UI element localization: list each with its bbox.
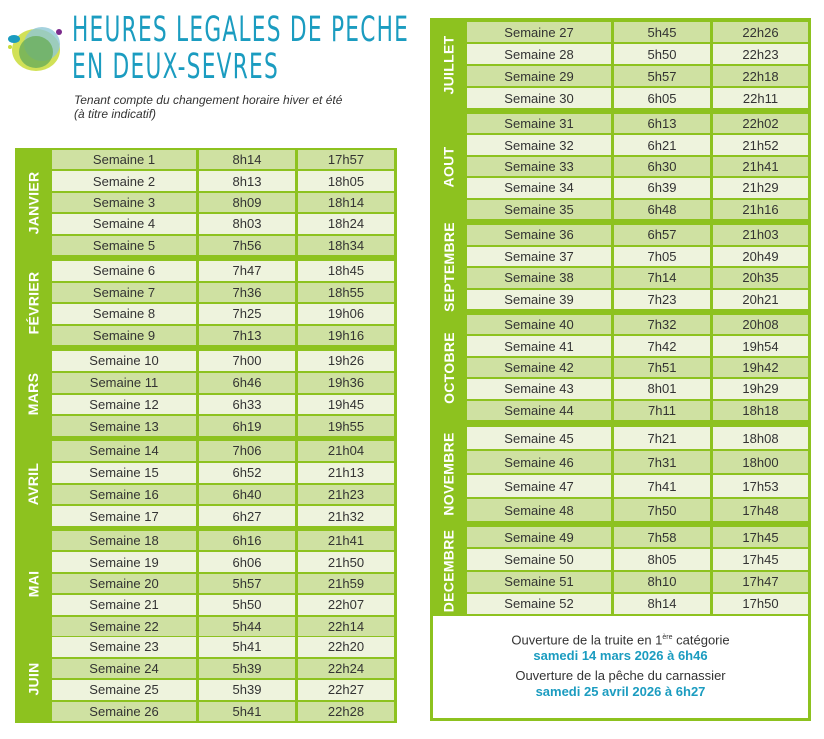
- sunrise-cell: 7h36: [199, 283, 295, 303]
- sunset-cell: 21h59: [298, 574, 394, 593]
- sunset-cell: 19h54: [713, 336, 808, 355]
- sunrise-cell: 8h03: [199, 214, 295, 233]
- week-cell: Semaine 3: [52, 193, 196, 212]
- week-cell: Semaine 47: [467, 475, 611, 497]
- sunset-cell: 17h53: [713, 475, 808, 497]
- sunset-cell: 20h35: [713, 268, 808, 288]
- table-row: [52, 283, 394, 303]
- sunrise-cell: 5h57: [199, 574, 295, 593]
- week-cell: Semaine 38: [467, 268, 611, 288]
- sunset-cell: 18h45: [298, 261, 394, 281]
- sunrise-cell: 6h48: [614, 200, 710, 219]
- sunrise-cell: 7h56: [199, 236, 295, 255]
- month-label: [430, 315, 467, 420]
- sunset-cell: 22h14: [298, 617, 394, 636]
- table-row: [52, 236, 394, 255]
- sunset-cell: 18h34: [298, 236, 394, 255]
- table-row: [52, 659, 394, 679]
- sunset-cell: 21h04: [298, 441, 394, 461]
- month-name: OCTOBRE: [440, 331, 457, 404]
- month-block: [430, 427, 811, 521]
- week-cell: Semaine 9: [52, 326, 196, 346]
- table-row: [52, 506, 394, 526]
- sunset-cell: 22h27: [298, 680, 394, 700]
- sunrise-cell: 7h05: [614, 247, 710, 267]
- week-cell: Semaine 41: [467, 336, 611, 355]
- sunrise-cell: 6h57: [614, 225, 710, 245]
- sunrise-cell: 6h16: [199, 531, 295, 550]
- month-label: [430, 527, 467, 614]
- trout-opening-label: Ouverture de la truite en 1ère catégorie: [511, 632, 730, 648]
- month-name: DECEMBRE: [440, 529, 457, 612]
- sunset-cell: 19h16: [298, 326, 394, 346]
- month-label: [430, 114, 467, 219]
- table-row: [52, 351, 394, 371]
- sunrise-cell: 6h30: [614, 157, 710, 176]
- week-cell: Semaine 51: [467, 572, 611, 592]
- month-name: MAI: [25, 570, 42, 597]
- week-cell: Semaine 30: [467, 88, 611, 108]
- sunrise-cell: 6h13: [614, 114, 710, 133]
- month-name: AOUT: [440, 146, 457, 187]
- sunset-cell: 19h26: [298, 351, 394, 371]
- sunset-cell: 17h50: [713, 594, 808, 614]
- month-name: JANVIER: [25, 171, 42, 234]
- sunset-cell: 22h28: [298, 702, 394, 722]
- page-title: [72, 12, 409, 86]
- table-row: [52, 395, 394, 415]
- sunset-cell: 22h23: [713, 44, 808, 64]
- sunset-cell: 21h03: [713, 225, 808, 245]
- week-cell: Semaine 33: [467, 157, 611, 176]
- sunrise-cell: 6h52: [199, 463, 295, 483]
- month-block: [430, 315, 811, 420]
- month-name: NOVEMBRE: [440, 432, 457, 516]
- sunrise-cell: 7h32: [614, 315, 710, 334]
- month-label: [15, 441, 52, 526]
- week-cell: Semaine 37: [467, 247, 611, 267]
- week-cell: Semaine 17: [52, 506, 196, 526]
- sunset-cell: 17h47: [713, 572, 808, 592]
- month-block: [15, 531, 397, 636]
- sunset-cell: 22h24: [298, 659, 394, 679]
- week-cell: Semaine 4: [52, 214, 196, 233]
- week-cell: Semaine 32: [467, 135, 611, 154]
- sunset-cell: 21h29: [713, 178, 808, 197]
- week-cell: Semaine 13: [52, 416, 196, 436]
- sunrise-cell: 5h41: [199, 702, 295, 722]
- sunrise-cell: 8h14: [199, 150, 295, 169]
- table-row: [52, 214, 394, 233]
- table-row: [467, 475, 808, 497]
- table-row: [52, 416, 394, 436]
- week-cell: Semaine 28: [467, 44, 611, 64]
- month-name: SEPTEMBRE: [440, 222, 457, 312]
- sunset-cell: 20h21: [713, 290, 808, 310]
- month-label: [430, 222, 467, 312]
- week-cell: Semaine 50: [467, 549, 611, 569]
- sunrise-cell: 7h00: [199, 351, 295, 371]
- week-cell: Semaine 44: [467, 401, 611, 420]
- table-row: [467, 451, 808, 473]
- sunset-cell: 20h08: [713, 315, 808, 334]
- week-cell: Semaine 43: [467, 379, 611, 398]
- month-block: [430, 527, 811, 614]
- sunset-cell: 19h45: [298, 395, 394, 415]
- sunrise-cell: 8h10: [614, 572, 710, 592]
- week-cell: Semaine 6: [52, 261, 196, 281]
- month-block: [15, 261, 397, 345]
- month-label: [430, 427, 467, 521]
- table-row: [467, 572, 808, 592]
- sunrise-cell: 6h27: [199, 506, 295, 526]
- month-block: [15, 441, 397, 526]
- table-row: [467, 499, 808, 521]
- week-cell: Semaine 10: [52, 351, 196, 371]
- sunset-cell: 22h07: [298, 595, 394, 614]
- sunrise-cell: 5h50: [614, 44, 710, 64]
- sunrise-cell: 6h19: [199, 416, 295, 436]
- month-label: [15, 261, 52, 345]
- week-cell: Semaine 52: [467, 594, 611, 614]
- sunset-cell: 22h18: [713, 66, 808, 86]
- table-row: [52, 463, 394, 483]
- table-row: [467, 44, 808, 64]
- sunset-cell: 22h02: [713, 114, 808, 133]
- sunset-cell: 19h36: [298, 373, 394, 393]
- table-row: [467, 88, 808, 108]
- sunrise-cell: 5h39: [199, 680, 295, 700]
- table-row: [52, 441, 394, 461]
- subtitle-line-1: Tenant compte du changement horaire hiver et été: [74, 93, 343, 107]
- sunset-cell: 21h13: [298, 463, 394, 483]
- table-row: [467, 379, 808, 398]
- sunrise-cell: 8h05: [614, 549, 710, 569]
- week-cell: Semaine 2: [52, 171, 196, 190]
- table-row: [52, 485, 394, 505]
- month-name: MARS: [25, 372, 42, 415]
- table-row: [467, 66, 808, 86]
- week-cell: Semaine 36: [467, 225, 611, 245]
- month-name: JUILLET: [440, 35, 457, 95]
- week-cell: Semaine 7: [52, 283, 196, 303]
- sunrise-cell: 7h42: [614, 336, 710, 355]
- week-cell: Semaine 49: [467, 527, 611, 547]
- sunset-cell: 19h55: [298, 416, 394, 436]
- table-row: [467, 114, 808, 133]
- sunset-cell: 21h16: [713, 200, 808, 219]
- month-name: FÉVRIER: [25, 271, 42, 335]
- month-name: AVRIL: [25, 462, 42, 505]
- sunset-cell: 18h18: [713, 401, 808, 420]
- week-cell: Semaine 31: [467, 114, 611, 133]
- sunset-cell: 21h52: [713, 135, 808, 154]
- table-row: [52, 326, 394, 346]
- sunset-cell: 17h45: [713, 527, 808, 547]
- sunrise-cell: 8h09: [199, 193, 295, 212]
- sunrise-cell: 7h25: [199, 304, 295, 324]
- week-cell: Semaine 15: [52, 463, 196, 483]
- table-row: [52, 171, 394, 190]
- sunrise-cell: 8h13: [199, 171, 295, 190]
- hours-table-left: [15, 148, 397, 723]
- table-row: [52, 193, 394, 212]
- sunset-cell: 19h06: [298, 304, 394, 324]
- sunset-cell: 22h26: [713, 22, 808, 42]
- week-cell: Semaine 20: [52, 574, 196, 593]
- week-cell: Semaine 22: [52, 617, 196, 636]
- sunrise-cell: 6h05: [614, 88, 710, 108]
- sunrise-cell: 8h14: [614, 594, 710, 614]
- sunrise-cell: 7h47: [199, 261, 295, 281]
- table-row: [467, 290, 808, 310]
- week-cell: Semaine 48: [467, 499, 611, 521]
- week-cell: Semaine 46: [467, 451, 611, 473]
- sunrise-cell: 5h50: [199, 595, 295, 614]
- table-row: [52, 702, 394, 722]
- sunset-cell: 21h23: [298, 485, 394, 505]
- table-row: [467, 247, 808, 267]
- table-row: [467, 336, 808, 355]
- week-cell: Semaine 5: [52, 236, 196, 255]
- month-name: JUIN: [25, 662, 42, 696]
- sunset-cell: 18h05: [298, 171, 394, 190]
- month-label: [15, 637, 52, 721]
- subtitle-line-2: (à titre indicatif): [74, 107, 157, 121]
- week-cell: Semaine 29: [467, 66, 611, 86]
- sunrise-cell: 5h45: [614, 22, 710, 42]
- sunrise-cell: 5h41: [199, 637, 295, 657]
- sunset-cell: 19h42: [713, 358, 808, 377]
- week-cell: Semaine 1: [52, 150, 196, 169]
- sunrise-cell: 7h41: [614, 475, 710, 497]
- sunset-cell: 22h20: [298, 637, 394, 657]
- sunrise-cell: 7h31: [614, 451, 710, 473]
- table-row: [52, 595, 394, 614]
- sunrise-cell: 6h33: [199, 395, 295, 415]
- table-row: [467, 549, 808, 569]
- week-cell: Semaine 25: [52, 680, 196, 700]
- month-label: [15, 351, 52, 436]
- week-cell: Semaine 18: [52, 531, 196, 550]
- sunrise-cell: 6h21: [614, 135, 710, 154]
- month-block: [430, 22, 811, 108]
- sunrise-cell: 6h40: [199, 485, 295, 505]
- week-cell: Semaine 45: [467, 427, 611, 449]
- week-cell: Semaine 14: [52, 441, 196, 461]
- week-cell: Semaine 27: [467, 22, 611, 42]
- table-row: [52, 150, 394, 169]
- table-row: [467, 178, 808, 197]
- sunset-cell: 18h00: [713, 451, 808, 473]
- sunrise-cell: 7h23: [614, 290, 710, 310]
- month-block: [15, 351, 397, 436]
- sunset-cell: 18h24: [298, 214, 394, 233]
- table-row: [467, 427, 808, 449]
- table-row: [52, 617, 394, 636]
- sunset-cell: 21h50: [298, 552, 394, 571]
- week-cell: Semaine 23: [52, 637, 196, 657]
- sunset-cell: 18h14: [298, 193, 394, 212]
- table-row: [467, 315, 808, 334]
- sunset-cell: 21h32: [298, 506, 394, 526]
- sunrise-cell: 7h06: [199, 441, 295, 461]
- table-row: [52, 574, 394, 593]
- sunset-cell: 22h11: [713, 88, 808, 108]
- sunrise-cell: 7h58: [614, 527, 710, 547]
- pike-opening-label: Ouverture de la pêche du carnassier: [515, 668, 726, 684]
- sunset-cell: 19h29: [713, 379, 808, 398]
- table-row: [52, 637, 394, 657]
- sunrise-cell: 7h14: [614, 268, 710, 288]
- week-cell: Semaine 26: [52, 702, 196, 722]
- table-row: [52, 373, 394, 393]
- sunrise-cell: 5h39: [199, 659, 295, 679]
- sunset-cell: 21h41: [298, 531, 394, 550]
- opening-notes: [433, 616, 808, 718]
- sunset-cell: 20h49: [713, 247, 808, 267]
- table-row: [52, 531, 394, 550]
- sunrise-cell: 5h44: [199, 617, 295, 636]
- sunrise-cell: 6h39: [614, 178, 710, 197]
- sunset-cell: 18h08: [713, 427, 808, 449]
- week-cell: Semaine 16: [52, 485, 196, 505]
- table-row: [467, 22, 808, 42]
- table-row: [52, 304, 394, 324]
- week-cell: Semaine 35: [467, 200, 611, 219]
- month-label: [430, 22, 467, 108]
- week-cell: Semaine 19: [52, 552, 196, 571]
- title-line-1: HEURES LEGALES DE PECHE: [72, 10, 410, 50]
- table-row: [467, 268, 808, 288]
- month-block: [430, 222, 811, 312]
- table-row: [467, 135, 808, 154]
- sunrise-cell: 7h50: [614, 499, 710, 521]
- week-cell: Semaine 12: [52, 395, 196, 415]
- trout-opening-date: samedi 14 mars 2026 à 6h46: [533, 648, 708, 664]
- week-cell: Semaine 11: [52, 373, 196, 393]
- sunrise-cell: 6h46: [199, 373, 295, 393]
- sunrise-cell: 5h57: [614, 66, 710, 86]
- sunset-cell: 17h57: [298, 150, 394, 169]
- month-block: [15, 637, 397, 721]
- month-label: [15, 531, 52, 636]
- sunset-cell: 18h55: [298, 283, 394, 303]
- week-cell: Semaine 39: [467, 290, 611, 310]
- table-row: [52, 680, 394, 700]
- sunset-cell: 17h48: [713, 499, 808, 521]
- sunrise-cell: 7h21: [614, 427, 710, 449]
- month-label: [15, 150, 52, 255]
- subtitle: [74, 93, 342, 121]
- sunset-cell: 21h41: [713, 157, 808, 176]
- title-line-2: EN DEUX-SEVRES: [72, 47, 280, 87]
- table-row: [52, 261, 394, 281]
- sunrise-cell: 8h01: [614, 379, 710, 398]
- sunrise-cell: 6h06: [199, 552, 295, 571]
- month-block: [15, 150, 397, 255]
- table-row: [52, 552, 394, 571]
- logo-icon: [6, 22, 64, 74]
- sunrise-cell: 7h13: [199, 326, 295, 346]
- week-cell: Semaine 21: [52, 595, 196, 614]
- table-row: [467, 401, 808, 420]
- week-cell: Semaine 24: [52, 659, 196, 679]
- week-cell: Semaine 42: [467, 358, 611, 377]
- table-row: [467, 358, 808, 377]
- hours-table-right: [430, 18, 811, 721]
- sunrise-cell: 7h51: [614, 358, 710, 377]
- table-row: [467, 200, 808, 219]
- week-cell: Semaine 8: [52, 304, 196, 324]
- pike-opening-date: samedi 25 avril 2026 à 6h27: [535, 684, 706, 700]
- month-block: [430, 114, 811, 219]
- week-cell: Semaine 34: [467, 178, 611, 197]
- week-cell: Semaine 40: [467, 315, 611, 334]
- table-row: [467, 594, 808, 614]
- table-row: [467, 225, 808, 245]
- sunrise-cell: 7h11: [614, 401, 710, 420]
- sunset-cell: 17h45: [713, 549, 808, 569]
- table-row: [467, 527, 808, 547]
- table-row: [467, 157, 808, 176]
